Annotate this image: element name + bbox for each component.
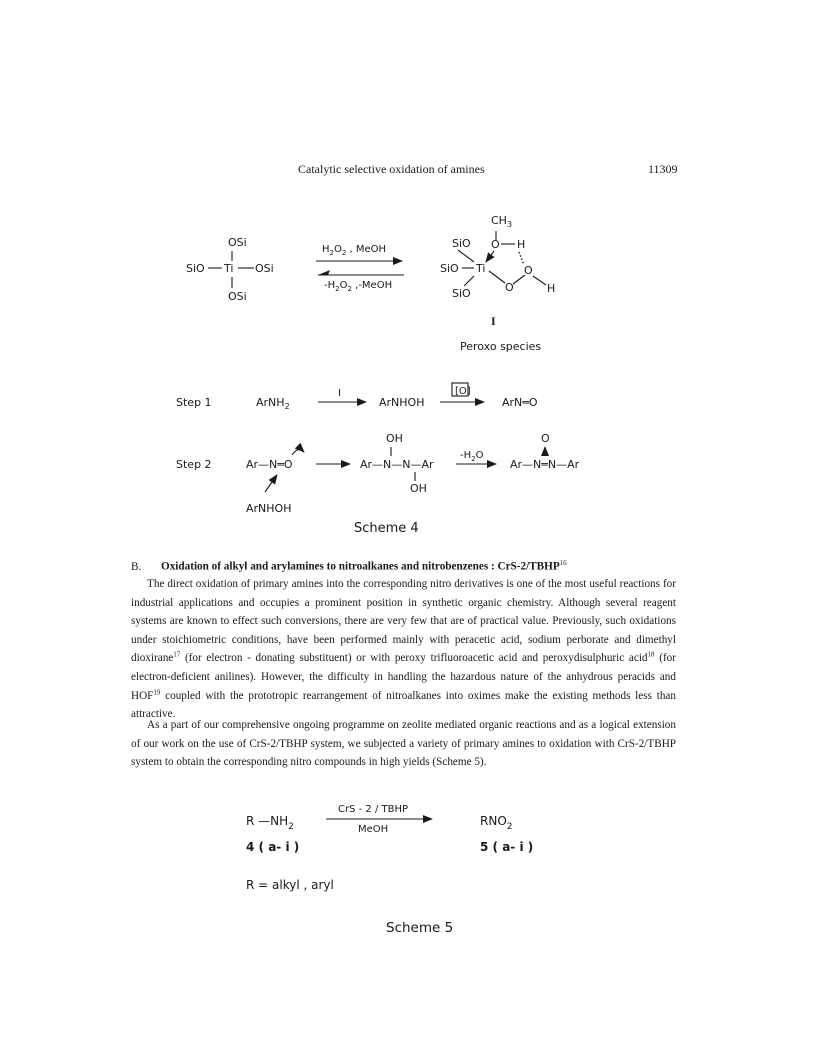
peroxo-o1: O — [491, 238, 500, 251]
ti-left-sio: SiO — [186, 262, 205, 275]
section-title-ref: 16 — [559, 559, 567, 567]
ti-bottom-osi: OSi — [228, 290, 247, 303]
peroxo-sio-mid: SiO — [440, 262, 459, 275]
step1-reactant: ArNH$_2$ — [256, 396, 290, 411]
ti-right-osi: OSi — [255, 262, 274, 275]
step1-intermediate: ArNHOH — [379, 396, 425, 409]
scheme5-reactant: R $—NH_2$ — [246, 814, 294, 832]
step2-product: Ar—N═N—Ar — [510, 458, 580, 471]
step2-dehydration: $-H_2O$ — [460, 450, 484, 463]
scheme5-caption: Scheme 5 — [386, 920, 454, 936]
step-1 — [176, 383, 538, 411]
peroxo-sio-bot: SiO — [452, 287, 471, 300]
species-numeral: I — [491, 314, 496, 328]
scheme5-reagent-bottom: MeOH — [358, 824, 389, 835]
peroxo-o2: O — [505, 281, 514, 294]
scheme5-reagent-top: CrS - 2 / TBHP — [338, 804, 409, 815]
section-letter: B. — [131, 560, 142, 573]
step-2 — [176, 432, 580, 515]
ti-silicate-structure — [186, 236, 274, 303]
scheme5-reactant-label: 4 ( a- i ) — [246, 840, 300, 854]
forward-conditions: $H_2O_2$ , MeOH — [322, 244, 387, 257]
ref-18: 18 — [647, 650, 655, 659]
step2-oh-top: OH — [386, 432, 403, 445]
peroxo-h1: H — [517, 238, 526, 251]
step2-attacker: ArNHOH — [246, 502, 292, 515]
scheme5-product-label: 5 ( a- i ) — [480, 840, 534, 854]
step1-reagent: I — [338, 388, 341, 399]
ch3-group: $CH_3$ — [491, 214, 513, 229]
scheme5-r-definition: R = alkyl , aryl — [246, 878, 334, 892]
step2-adduct: Ar—N—N—Ar — [360, 458, 434, 471]
step2-oh-bottom: OH — [410, 482, 427, 495]
step2-product-o: O — [541, 432, 550, 445]
equilibrium-arrows — [316, 244, 404, 293]
step2-nitroso: Ar—N═O — [246, 458, 293, 471]
peroxo-ti: Ti — [476, 262, 486, 275]
section-title: Oxidation of alkyl and arylamines to nitroalkanes and nitrobenzenes : CrS-2/TBHP — [161, 560, 560, 573]
peroxo-species-structure — [440, 214, 555, 300]
running-title: Catalytic selective oxidation of amines — [298, 162, 485, 176]
species-caption: Peroxo species — [460, 340, 542, 353]
ref-17: 17 — [173, 650, 181, 659]
peroxo-h2: H — [547, 282, 556, 295]
body-paragraph-2: As a part of our comprehensive ongoing programme on zeolite mediated organic reactions and as a logical extension of our work on the use of CrS-2/TBHP system, we subjected a variety of primary amines to oxidation with CrS-2/TBHP system to obtain the corresponding nitro compounds in high yields (Scheme 5). — [131, 719, 676, 769]
ref-19: 19 — [153, 687, 161, 696]
reverse-conditions: $-H_2O_2$ ,-MeOH — [324, 280, 393, 293]
step1-product: ArN═O — [502, 396, 538, 409]
scheme-4 — [176, 214, 580, 536]
page-number: 11309 — [648, 162, 678, 176]
scheme4-caption: Scheme 4 — [354, 521, 419, 536]
body-paragraph-1: The direct oxidation of primary amines into the corresponding nitro derivatives is one of the most useful reactions for industrial applications and occupies a prominent position in synthetic organic chemistry. Although several reagent systems are known to effect such conversions, there are very few that are of practical value. Previously, such oxidations under stoichiometric conditions, have been performed mainly with peracetic acid, sodium perborate and dimethyl dioxirane$^{17}$ (for electron - donating substituent) or with peroxy trifluoroacetic acid and peroxydisulphuric acid$^{18}$ (for electron-deficient anilines). However, the difficulty in handling the hazardous nature of the anhydrous peracids and HOF$^{19}$ coupled with the prototropic rearrangement of nitroalkanes into oximes make the existing methods less than attractive. — [131, 578, 676, 721]
peroxo-sio-top: SiO — [452, 237, 471, 250]
ti-top-osi: OSi — [228, 236, 247, 249]
scheme5-product: $RNO_2$ — [480, 814, 513, 832]
step1-label: Step 1 — [176, 396, 212, 409]
scheme-5 — [246, 804, 533, 936]
peroxo-o3: O — [524, 264, 533, 277]
ti-center: Ti — [224, 262, 234, 275]
step1-oxidant: [O] — [455, 386, 471, 397]
section-heading — [131, 559, 567, 573]
step2-label: Step 2 — [176, 458, 212, 471]
